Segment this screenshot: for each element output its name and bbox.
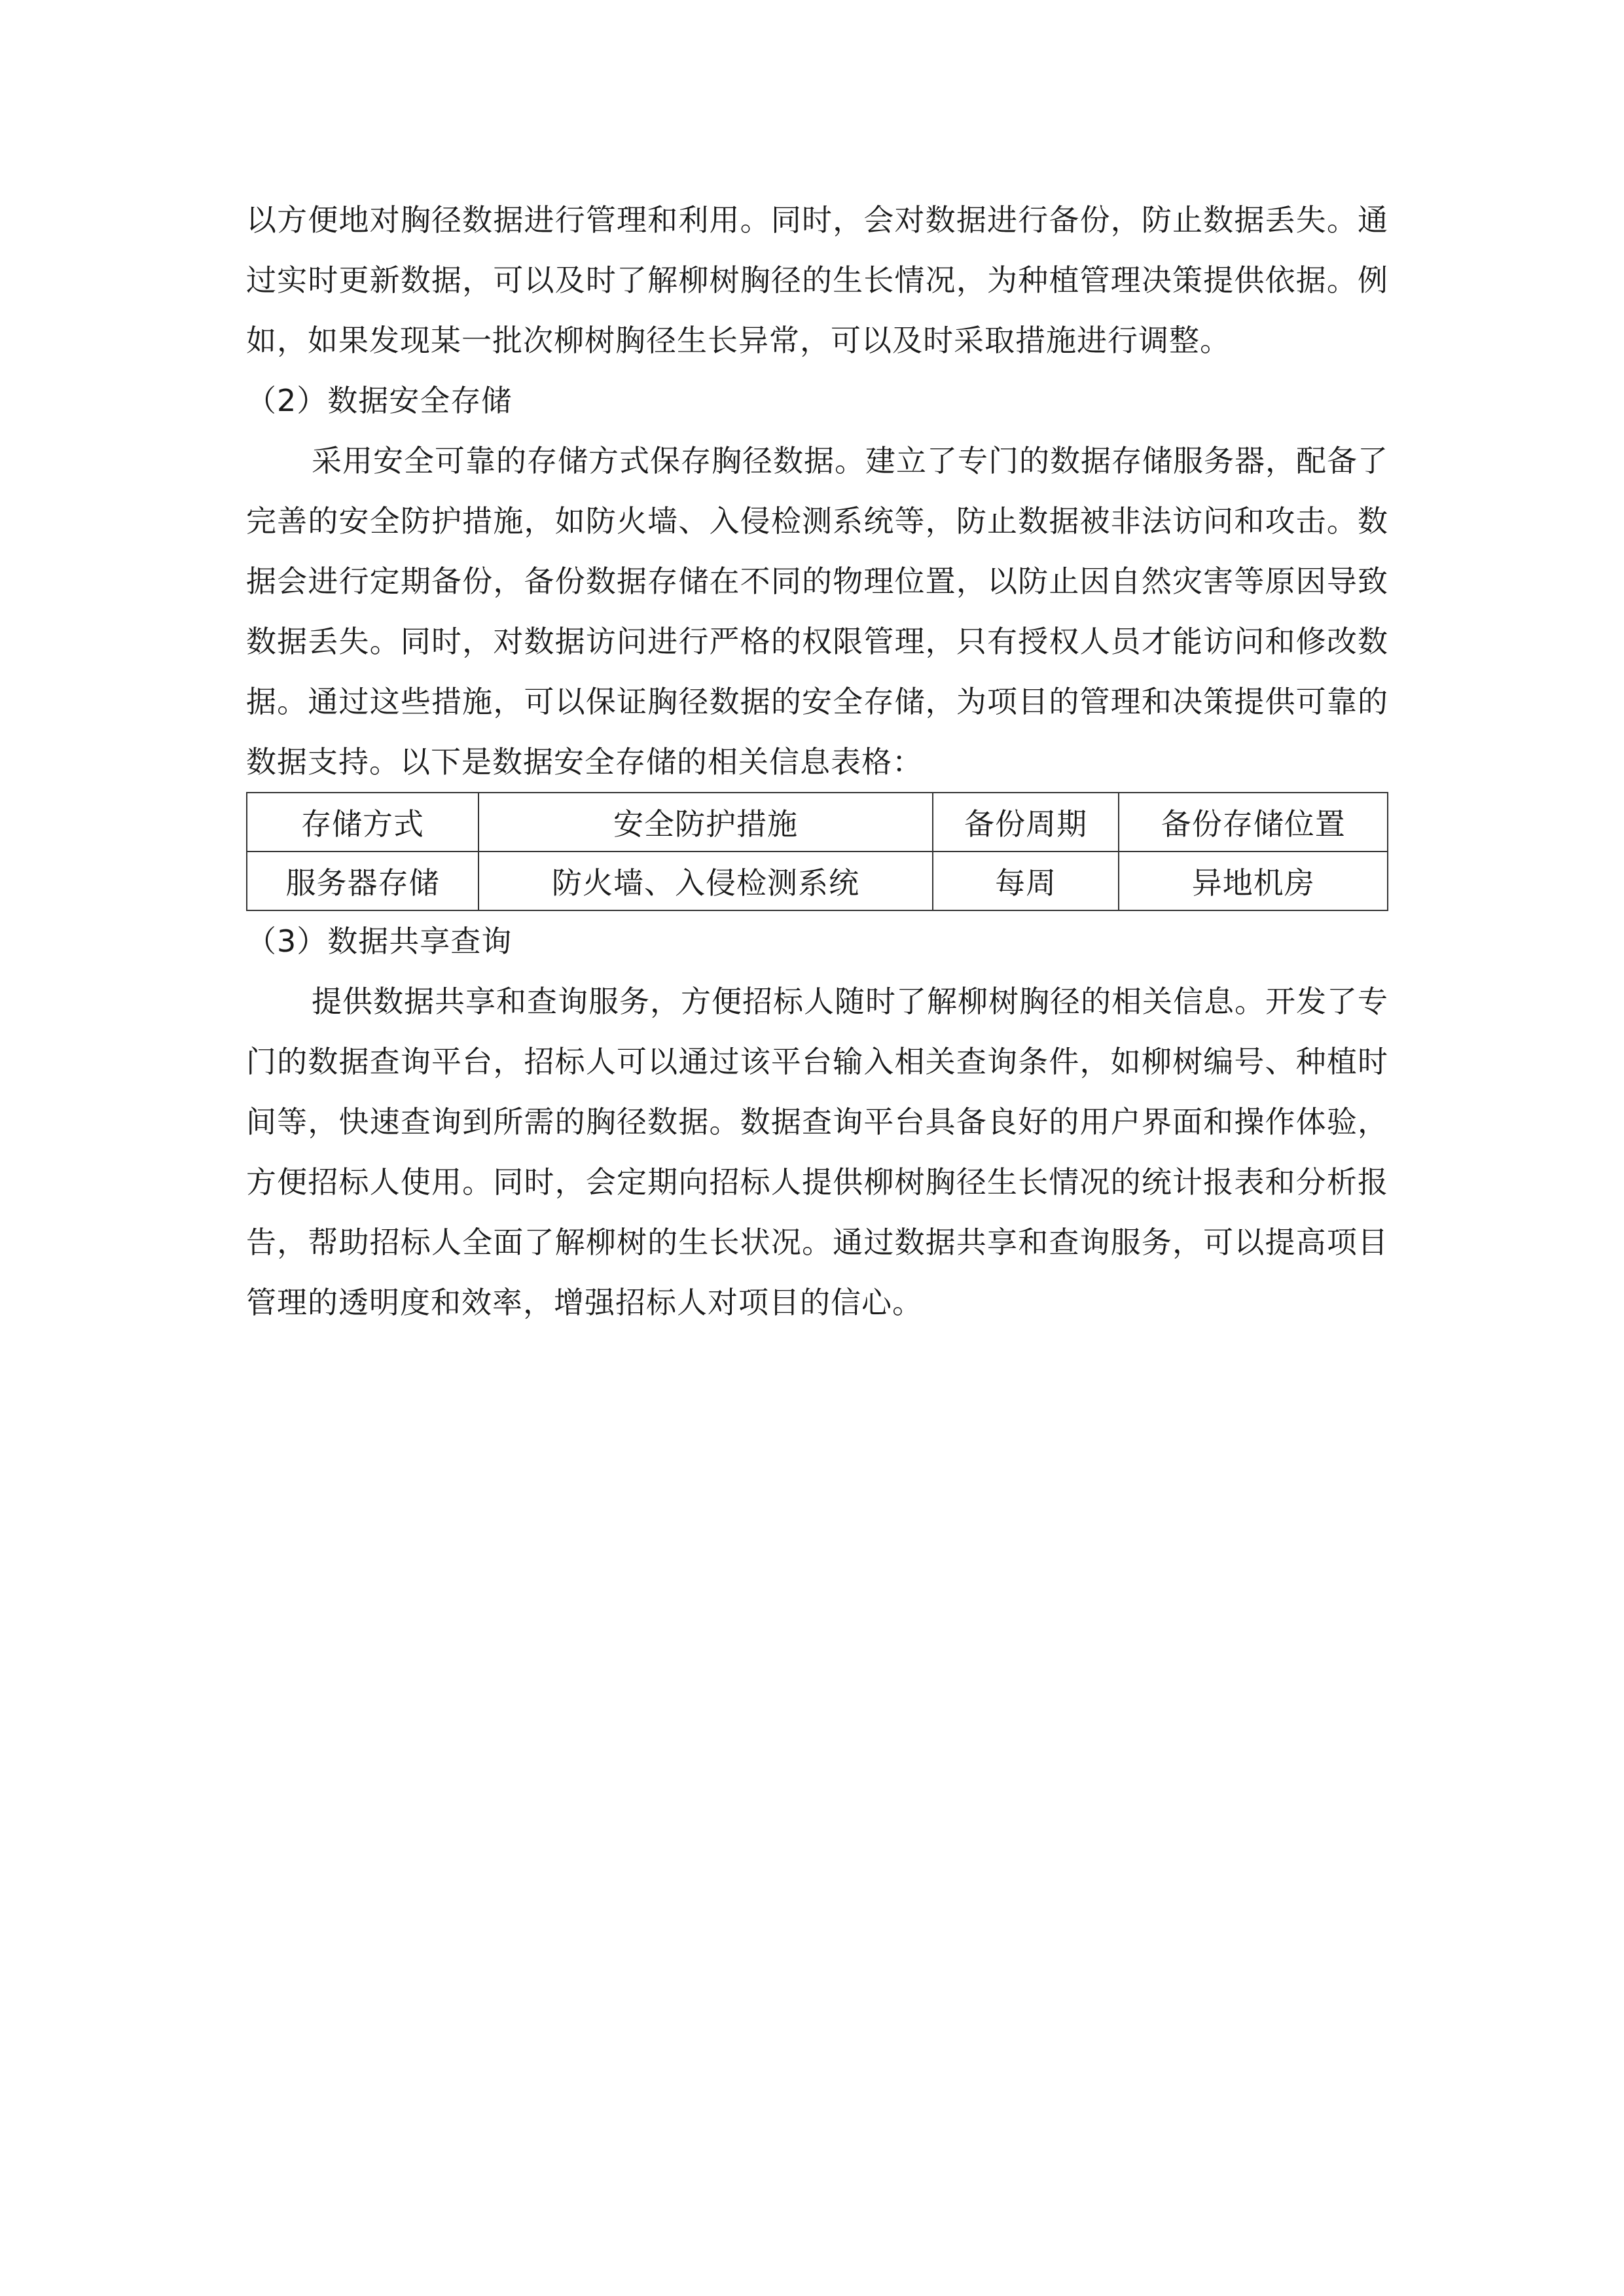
section-heading-data-secure-storage: （2）数据安全存储 [246,383,513,418]
table-cell: 异地机房 [1119,852,1388,910]
table-header-cell: 存储方式 [247,793,478,852]
table-cell: 防火墙、入侵检测系统 [478,852,933,910]
document-page [246,190,1388,1333]
storage-info-table [246,792,1388,911]
table-header-row [247,793,1388,852]
paragraph-data-sharing-query: 提供数据共享和查询服务，方便招标人随时了解柳树胸径的相关信息。开发了专门的数据查询平台，招标人可以通过该平台输入相关查询条件，如柳树编号、种植时间等，快速查询到所需的胸径数据。数据查询平台具备良好的用户界面和操作体验，方便招标人使用。同时，会定期向招标人提供柳树胸径生长情况的统计报表和分析报告，帮助招标人全面了解柳树的生长状况。通过数据共享和查询服务，可以提高项目管理的透明度和效率，增强招标人对项目的信心。 [246,984,1388,1320]
table-cell: 每周 [933,852,1119,910]
table-row [247,852,1388,910]
paragraph-data-secure-storage: 采用安全可靠的存储方式保存胸径数据。建立了专门的数据存储服务器，配备了完善的安全防护措施，如防火墙、入侵检测系统等，防止数据被非法访问和攻击。数据会进行定期备份，备份数据存储在不同的物理位置，以防止因自然灾害等原因导致数据丢失。同时，对数据访问进行严格的权限管理，只有授权人员才能访问和修改数据。通过这些措施，可以保证胸径数据的安全存储，为项目的管理和决策提供可靠的数据支持。以下是数据安全存储的相关信息表格： [246,443,1388,780]
table-header-cell: 备份周期 [933,793,1119,852]
table-header-cell: 安全防护措施 [478,793,933,852]
intro-paragraph: 以方便地对胸径数据进行管理和利用。同时，会对数据进行备份，防止数据丢失。通过实时更新数据，可以及时了解柳树胸径的生长情况，为种植管理决策提供依据。例如，如果发现某一批次柳树胸径生长异常，可以及时采取措施进行调整。 [246,202,1388,358]
table-cell: 服务器存储 [247,852,478,910]
section-heading-data-sharing-query: （3）数据共享查询 [246,924,513,959]
table-header-cell: 备份存储位置 [1119,793,1388,852]
